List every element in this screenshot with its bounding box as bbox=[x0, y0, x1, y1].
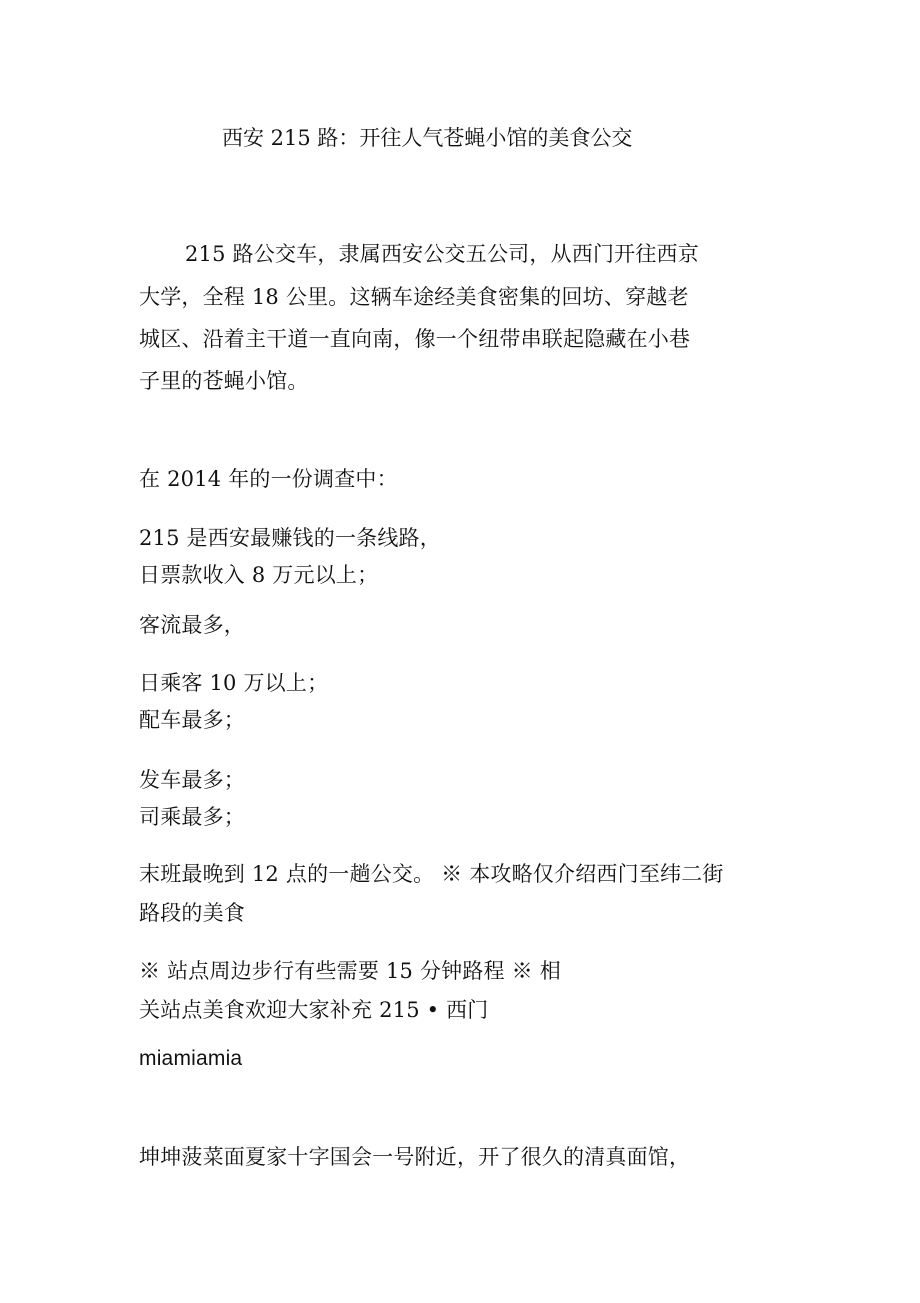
survey-line-2: 日票款收入 8 万元以上； bbox=[139, 563, 379, 587]
paragraph-line: 坤坤菠菜面夏家十字国会一号附近，开了很久的清真面馆， bbox=[139, 1145, 691, 1169]
survey-line-11: 关站点美食欢迎大家补充 215 • 西门 bbox=[139, 998, 489, 1022]
survey-line-5: 配车最多； bbox=[139, 708, 245, 732]
intro-line-2: 大学，全程 18 公里。这辆车途经美食密集的回坊、穿越老 bbox=[139, 285, 689, 309]
survey-line-6: 发车最多； bbox=[139, 768, 245, 792]
survey-line-7: 司乘最多； bbox=[139, 805, 245, 829]
document-title: 西安 215 路：开往人气苍蝇小馆的美食公交 bbox=[222, 126, 633, 150]
survey-heading: 在 2014 年的一份调查中： bbox=[139, 467, 398, 491]
author-name: miamiamia bbox=[139, 1047, 243, 1070]
survey-line-9: 路段的美食 bbox=[139, 901, 245, 925]
survey-line-3: 客流最多， bbox=[139, 613, 245, 637]
survey-line-10: ※ 站点周边步行有些需要 15 分钟路程 ※ 相 bbox=[139, 959, 561, 983]
survey-line-8: 末班最晚到 12 点的一趟公交。 ※ 本攻略仅介绍西门至纬二街 bbox=[139, 862, 724, 886]
intro-line-1: 215 路公交车，隶属西安公交五公司，从西门开往西京 bbox=[185, 242, 699, 266]
intro-line-4: 子里的苍蝇小馆。 bbox=[139, 369, 309, 393]
intro-line-3: 城区、沿着主干道一直向南，像一个纽带串联起隐藏在小巷 bbox=[139, 327, 691, 351]
survey-line-4: 日乘客 10 万以上； bbox=[139, 671, 329, 695]
survey-line-1: 215 是西安最赚钱的一条线路， bbox=[139, 526, 441, 550]
